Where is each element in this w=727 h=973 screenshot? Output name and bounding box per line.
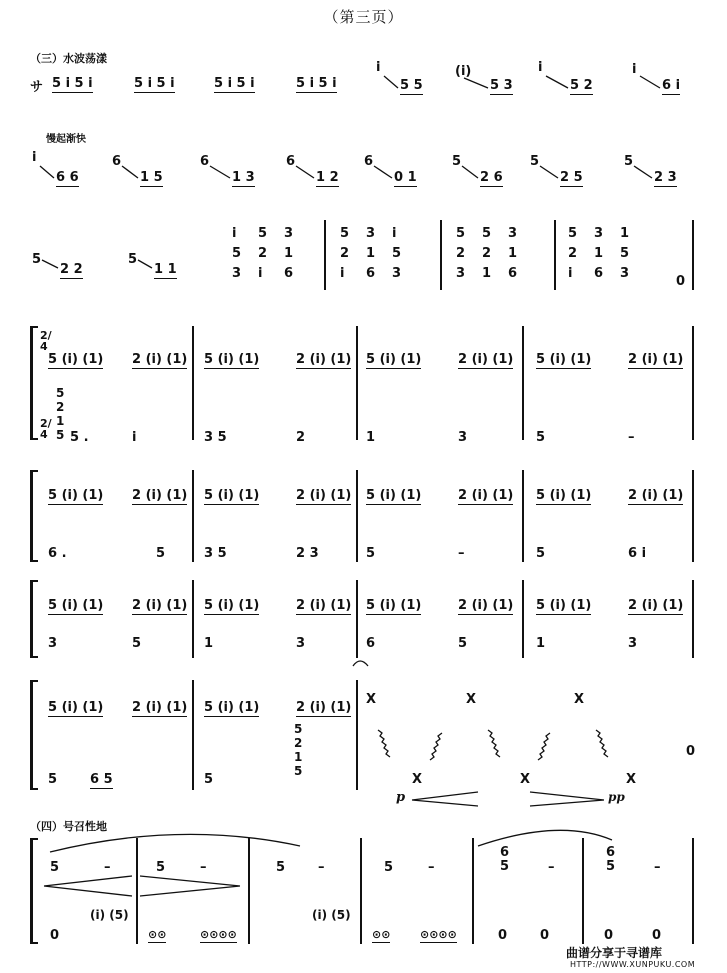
upper-note-group: 5 (i) (1)	[366, 352, 422, 367]
lower-note: 5	[132, 636, 142, 651]
upper-note-group: 5 (i) (1)	[536, 598, 592, 613]
x-mark: X	[366, 692, 377, 707]
gliss-line	[138, 260, 152, 268]
wavy-line	[538, 733, 550, 760]
lower-note: 1	[204, 636, 214, 651]
upper-note-group: 2 (i) (1)	[132, 488, 188, 503]
hairpin	[44, 876, 132, 896]
lower-note: 3	[458, 430, 468, 445]
wavy-line	[488, 730, 500, 757]
lower-note: –	[628, 430, 635, 445]
gliss-top: i	[538, 60, 543, 75]
gliss-line	[540, 166, 558, 178]
lower-note: 0	[50, 928, 60, 943]
gliss-bottom: 1 2	[316, 170, 339, 185]
lower-note: ⊙⊙⊙⊙	[200, 928, 237, 941]
upper-note-group: 2 (i) (1)	[132, 598, 188, 613]
upper-note: –	[654, 860, 661, 875]
lower-note: 3	[628, 636, 638, 651]
lower-note: 0	[540, 928, 550, 943]
page-title: （第三页）	[323, 8, 404, 26]
chord-column: 5 2 i	[258, 226, 268, 281]
gliss-top: i	[376, 60, 381, 75]
gliss-top: 5	[452, 154, 462, 169]
chord-column: 5 2 1	[482, 226, 492, 281]
upper-note-group: 2 (i) (1)	[296, 598, 352, 613]
hairpin	[140, 876, 240, 896]
lower-note: 2	[296, 430, 306, 445]
upper-note-group: 5 (i) (1)	[48, 598, 104, 613]
upper-note-group: 2 (i) (1)	[458, 352, 514, 367]
chord-column: 5 2 i	[568, 226, 578, 281]
chord-column: 3 1 6	[284, 226, 294, 281]
upper-note: –	[428, 860, 435, 875]
upper-note-group: 5 (i) (1)	[204, 352, 260, 367]
slur	[478, 830, 612, 846]
gliss-bottom: 1 3	[232, 170, 255, 185]
gliss-top: 6	[112, 154, 122, 169]
upper-note-group: 2 (i) (1)	[296, 352, 352, 367]
upper-note-group: 5 (i) (1)	[204, 488, 260, 503]
gliss-bottom: 5 3	[490, 78, 513, 93]
upper-note-group: 2 (i) (1)	[458, 598, 514, 613]
gliss-line	[462, 166, 478, 178]
gliss-bottom: 5 5	[400, 78, 423, 93]
upper-note-group: 5 (i) (1)	[48, 700, 104, 715]
upper-note-group: 5 (i) (1)	[366, 488, 422, 503]
slur	[50, 834, 300, 852]
gliss-bottom: 6 i	[662, 78, 681, 93]
section-3-label: （三）水波荡漾	[30, 52, 107, 65]
lower-note: 6	[366, 636, 376, 651]
line1-group: 5 i 5 i	[134, 76, 175, 91]
upper-note: –	[200, 860, 207, 875]
gliss-line	[210, 166, 230, 178]
lower-note: 3 5	[204, 546, 227, 561]
chord-column: i 5 3	[392, 226, 402, 281]
upper-note-group: 2 (i) (1)	[132, 352, 188, 367]
fermata	[353, 661, 368, 666]
upper-note-group: 2 (i) (1)	[628, 598, 684, 613]
gliss-line	[640, 76, 660, 88]
lower-note: 5	[156, 546, 166, 561]
x-mark: X	[466, 692, 477, 707]
x-mark: X	[412, 772, 423, 787]
gliss-line	[122, 166, 138, 178]
gliss-bottom: 5 2	[570, 78, 593, 93]
lower-note: –	[458, 546, 465, 561]
upper-note: 6 5	[606, 845, 616, 874]
lower-note: 6 5	[90, 772, 113, 787]
lower-note: 0	[498, 928, 508, 943]
upper-note-group: 5 (i) (1)	[204, 598, 260, 613]
gliss-line	[296, 166, 314, 178]
lower-note: ⊙⊙	[372, 928, 391, 941]
footer-credit: 曲谱分享于寻谱库	[566, 946, 663, 960]
lower-note: i	[132, 430, 137, 445]
tempo-mark: 慢起渐快	[46, 134, 86, 145]
line1-group: 5 i 5 i	[214, 76, 255, 91]
line1-group: 5 i 5 i	[296, 76, 337, 91]
upper-note-group: 5 (i) (1)	[204, 700, 260, 715]
chord-column: 5 2 i	[340, 226, 350, 281]
upper-note-group: 2 (i) (1)	[628, 352, 684, 367]
upper-note: 6 5	[500, 845, 510, 874]
lower-note: 1	[536, 636, 546, 651]
lower-note: 6 i	[628, 546, 647, 561]
gliss-top: 5	[128, 252, 138, 267]
lower-note: 5	[536, 430, 546, 445]
gliss-bottom: 1 1	[154, 262, 177, 277]
hairpin	[412, 792, 478, 806]
gliss-bottom: 2 3	[654, 170, 677, 185]
upper-note: –	[548, 860, 555, 875]
chord-column: 5 2 3	[456, 226, 466, 281]
lower-note: 3	[296, 636, 306, 651]
chord-column: 3 1 6	[366, 226, 376, 281]
x-mark: X	[574, 692, 585, 707]
lower-note: 6 .	[48, 546, 67, 561]
upper-note: –	[104, 860, 111, 875]
upper-note: 5	[384, 860, 394, 875]
gliss-bottom: 2 6	[480, 170, 503, 185]
chord-column: 1 5 3	[620, 226, 630, 281]
lower-note: 3 5	[204, 430, 227, 445]
gliss-top: 5	[624, 154, 634, 169]
gliss-top: 6	[200, 154, 210, 169]
gliss-bottom: 1 5	[140, 170, 163, 185]
footer-url[interactable]: HTTP://WWW.XUNPUKU.COM	[570, 960, 696, 969]
lower-note: ⊙⊙	[148, 928, 167, 941]
section-4-label: （四）号召性地	[30, 820, 107, 833]
lower-note: (i) (5)	[90, 908, 129, 922]
hairpin	[530, 792, 604, 806]
gliss-top: i	[632, 62, 637, 77]
lower-note: ⊙⊙⊙⊙	[420, 928, 457, 941]
gliss-top: 6	[364, 154, 374, 169]
chord-column: 3 1 6	[594, 226, 604, 281]
upper-note: 5	[50, 860, 60, 875]
gliss-top: i	[32, 150, 37, 165]
lower-note: 5	[366, 546, 376, 561]
sa-mark: サ	[30, 80, 44, 95]
time-signature: 2/4	[40, 329, 52, 353]
upper-note-group: 2 (i) (1)	[628, 488, 684, 503]
upper-note-group: 5 (i) (1)	[366, 598, 422, 613]
gliss-top: 5	[530, 154, 540, 169]
lower-note: (i) (5)	[312, 908, 351, 922]
wavy-lines	[378, 730, 608, 760]
wavy-line	[430, 733, 442, 760]
gliss-bottom: 6 6	[56, 170, 79, 185]
gliss-top: (i)	[455, 64, 472, 79]
chord-column: i 5 3	[232, 226, 242, 281]
gliss-line	[374, 166, 392, 178]
x-mark: X	[520, 772, 531, 787]
gliss-line	[464, 78, 488, 88]
lower-chord: 5 2 1 5	[56, 386, 65, 442]
line3-end-zero: 0	[676, 274, 686, 289]
lower-note: 5	[536, 546, 546, 561]
upper-note-group: 2 (i) (1)	[296, 488, 352, 503]
x-mark: X	[626, 772, 637, 787]
upper-note-group: 2 (i) (1)	[458, 488, 514, 503]
lower-note: 5	[204, 772, 214, 787]
lower-note: 0	[652, 928, 662, 943]
upper-note-group: 2 (i) (1)	[132, 700, 188, 715]
upper-note-group: 5 (i) (1)	[48, 352, 104, 367]
line1-group: 5 i 5 i	[52, 76, 93, 91]
gliss-line	[546, 76, 568, 88]
wavy-line	[596, 730, 608, 757]
lower-note: 3	[48, 636, 58, 651]
lower-note: 5	[48, 772, 58, 787]
time-signature: 2/4	[40, 417, 52, 441]
wavy-line	[378, 730, 390, 757]
chord-column: 3 1 6	[508, 226, 518, 281]
upper-note-group: 5 (i) (1)	[48, 488, 104, 503]
gliss-bottom: 2 5	[560, 170, 583, 185]
upper-note: –	[318, 860, 325, 875]
upper-note: 5	[276, 860, 286, 875]
end-zero: 0	[686, 744, 696, 759]
upper-note: 5	[156, 860, 166, 875]
lower-chord: 5 2 1 5	[294, 722, 303, 778]
gliss-top: 5	[32, 252, 42, 267]
lower-note: 1	[366, 430, 376, 445]
gliss-line	[384, 76, 398, 88]
gliss-line	[40, 166, 54, 178]
gliss-line	[634, 166, 652, 178]
gliss-top: 6	[286, 154, 296, 169]
lower-note: 2 3	[296, 546, 319, 561]
upper-note-group: 5 (i) (1)	[536, 352, 592, 367]
gliss-bottom: 0 1	[394, 170, 417, 185]
dynamic-p: p	[396, 790, 406, 805]
dynamic-pp: pp	[608, 790, 625, 804]
lower-note: 0	[604, 928, 614, 943]
gliss-line	[42, 260, 58, 268]
gliss-bottom: 2 2	[60, 262, 83, 277]
lower-note: 5 .	[70, 430, 89, 445]
upper-note-group: 5 (i) (1)	[536, 488, 592, 503]
upper-note-group: 2 (i) (1)	[296, 700, 352, 715]
lower-note: 5	[458, 636, 468, 651]
